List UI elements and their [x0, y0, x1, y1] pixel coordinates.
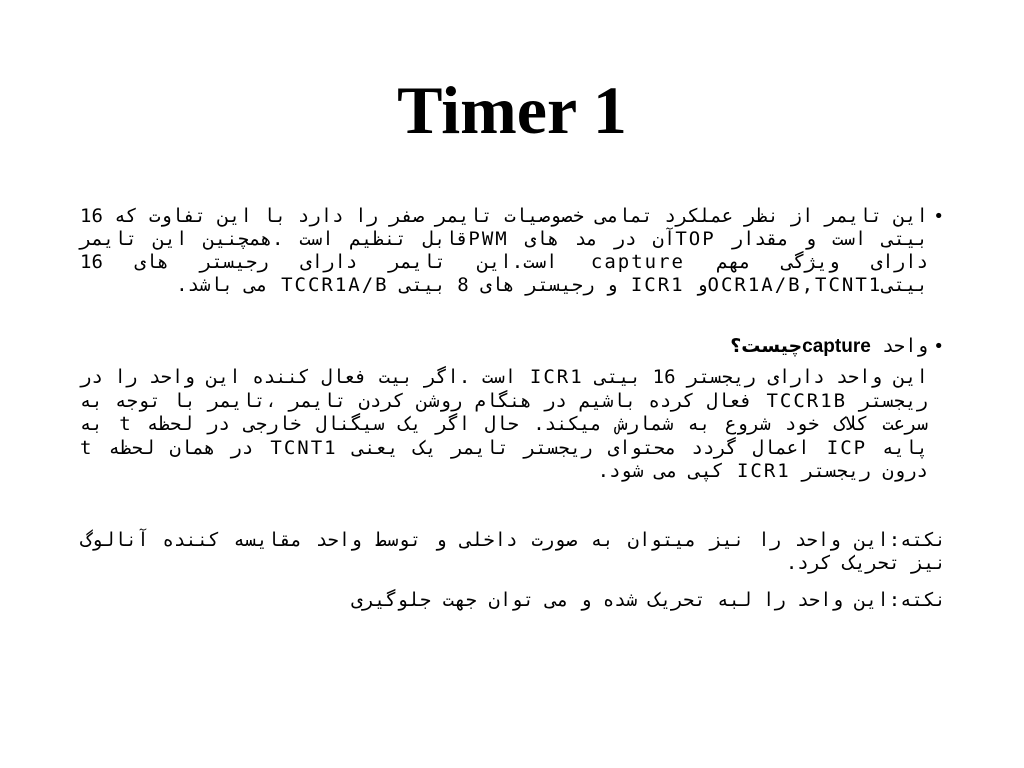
bullet-capture-question: [80, 335, 946, 358]
note-edge-trigger: نکته:این واحد را لبه تحریک شده و می توان جهت جلوگیری: [351, 588, 946, 611]
bullet-text: این تایمر از نظر عملکرد تمامی خصوصیات تایمر صفر را دارد با این تفاوت که 16 بیتی است و مقدار TOPآن در مد های PWMقابل تنظیم است .همچنین این تایمر دارای ویژگی مهم capture است.این تایمر دارای رجیستر های 16 بیتیOCR1A/B,TCNT1و ICR1 و رجیستر های 8 بیتی TCCR1A/B می باشد.: [80, 205, 929, 296]
bullet-point-icon: •: [933, 206, 946, 227]
bullet-suffix: چیست؟: [730, 335, 803, 357]
capture-description-paragraph: این واحد دارای ریجستر 16 بیتی ICR1 است .اگر بیت فعال کننده این واحد را در ریجستر TCCR1B فعال کرده باشیم در هنگام روشن کردن تایمر ،تایمر با توجه به سرعت کلاک خود شروع به شمارش میکند. حال اگر یک سیگنال خارجی در لحظه t به پایه ICP اعمال گردد محتوای ریجستر تایمر یک یعنی TCNT1 در همان لحظه t درون ریجستر ICR1 کپی می شود.: [80, 366, 928, 482]
slide-content: [80, 205, 946, 626]
bullet-keyword: capture: [802, 336, 871, 357]
bullet-point-icon: •: [933, 336, 946, 357]
bullet-timer1-description: [80, 205, 946, 297]
note-analog-comparator: نکته:این واحد را نیز میتوان به صورت داخلی و توسط واحد مقایسه کننده آنالوگ نیز تحریک کرد.: [80, 528, 946, 574]
bullet-prefix: واحد: [870, 335, 928, 357]
slide-title: Timer 1: [397, 72, 627, 148]
